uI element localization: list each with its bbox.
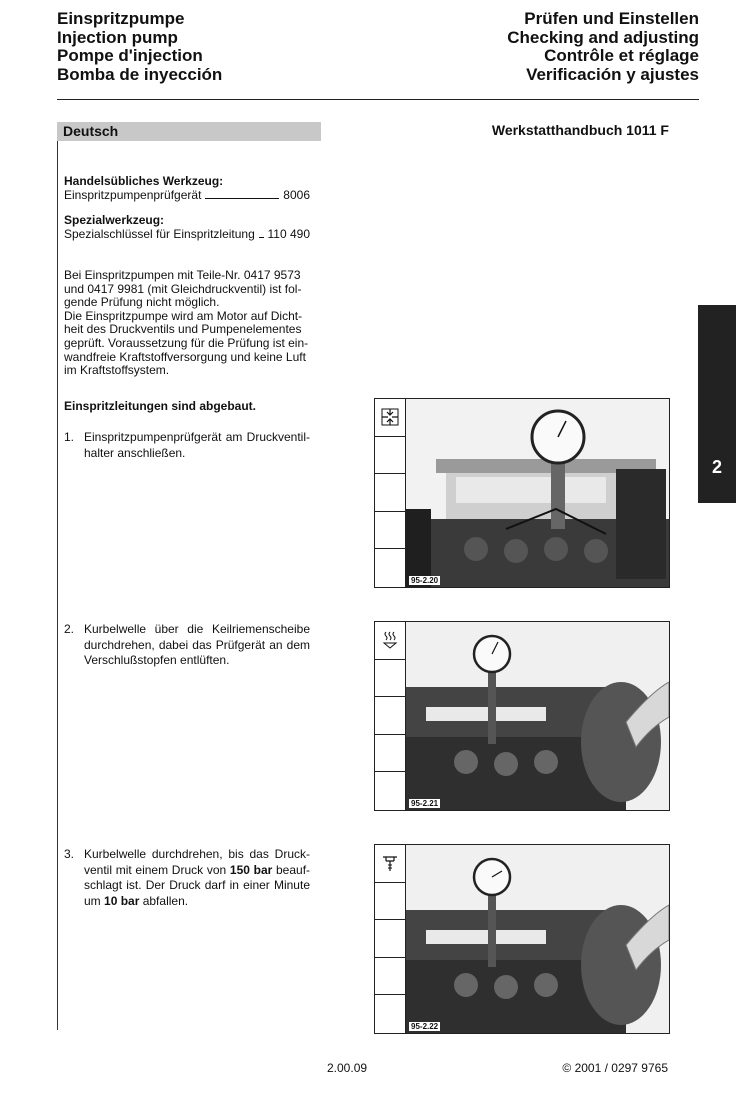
figure-3 (374, 844, 670, 1034)
photo-illustration (406, 845, 669, 1033)
special-tool-number: 110 490 (267, 226, 310, 241)
symbol-cell (375, 735, 405, 773)
symbol-cell (375, 549, 405, 587)
header-titles-left (57, 10, 222, 84)
commercial-tool-number: 8006 (283, 187, 310, 202)
language-label: Deutsch (63, 123, 119, 139)
symbol-cell (375, 437, 405, 475)
leader-line (205, 198, 279, 199)
figure-2 (374, 621, 670, 811)
page-number: 2.00.09 (327, 1061, 368, 1075)
symbol-column (375, 399, 406, 587)
symbol-cell (375, 958, 405, 996)
step-text-part: Kurbelwelle durchdrehen, bis das Druck-ventil mit einem Druck von (84, 847, 310, 877)
symbol-cell (375, 883, 405, 921)
header-rule (57, 99, 699, 100)
chapter-number: 2 (711, 457, 722, 477)
symbol-cell (375, 845, 405, 883)
commercial-tool-name: Einspritzpumpenprüfgerät (64, 187, 202, 202)
symbol-cell (375, 660, 405, 698)
pressure-drop-value: 10 bar (104, 893, 140, 908)
title-es: Bomba de inyección (57, 64, 223, 84)
special-tool-name: Spezialschlüssel für Einspritzleitung (64, 226, 255, 241)
intro-line: heit des Druckventils und Pumpenelementes (64, 322, 302, 337)
photo-illustration (406, 399, 669, 587)
intro-line: Bei Einspritzpumpen mit Teile-Nr. 0417 9573 (64, 268, 301, 282)
condition-note: Einspritzleitungen sind abgebaut. (64, 399, 257, 413)
step-text-part: beauf-schlagt ist. Der Druck darf in einer Minute um (84, 862, 311, 908)
symbol-cell (375, 399, 405, 437)
tools-section (64, 175, 310, 241)
intro-line: wandfreie Kraftstoffversorgung und keine Luft (64, 349, 306, 364)
intro-line: und 0417 9981 (mit Gleichdruckventil) ist fol- (64, 281, 302, 296)
commercial-tools-heading: Handelsübliches Werkzeug: (64, 174, 224, 188)
title-fr: Pompe d'injection (57, 46, 203, 65)
symbol-cell (375, 920, 405, 958)
step-text-part: abfallen. (139, 893, 189, 908)
title-de: Einspritzpumpe (57, 9, 185, 28)
figure-label: 95-2.21 (411, 799, 439, 808)
leader-line (259, 237, 264, 238)
symbol-cell (375, 697, 405, 735)
intro-paragraph (64, 269, 310, 378)
chapter-tab (698, 305, 736, 503)
symbol-cell (375, 512, 405, 550)
pressure-gauge-icon (380, 853, 400, 873)
step-1 (64, 430, 310, 461)
figure-1 (374, 398, 670, 588)
figure-label: 95-2.20 (411, 576, 439, 585)
venting-icon (380, 630, 400, 650)
step-text (84, 847, 310, 909)
figure-label: 95-2.22 (411, 1022, 439, 1031)
title-en: Injection pump (57, 27, 178, 47)
engine-photo (406, 622, 669, 810)
header-titles-right (507, 10, 699, 84)
left-margin-line (57, 141, 58, 1030)
step-text: Kurbelwelle über die Keilriemenscheibe durchdrehen, dabei das Prüfgerät an dem Verschlußstopfen entlüften. (84, 622, 310, 667)
symbol-cell (375, 622, 405, 660)
step-3 (64, 847, 310, 909)
subtitle-es: Verificación y ajustes (526, 64, 699, 84)
subtitle-fr: Contrôle et réglage (544, 46, 699, 65)
language-bar (57, 122, 321, 141)
subtitle-de: Prüfen und Einstellen (524, 9, 699, 28)
special-tools-heading: Spezialwerkzeug: (64, 213, 165, 228)
intro-line: geprüft. Voraussetzung für die Prüfung ist ein- (64, 335, 309, 350)
copyright: © 2001 / 0297 9765 (562, 1061, 668, 1075)
step-number: 3. (64, 847, 75, 861)
special-tool-row (64, 228, 310, 242)
step-2 (64, 622, 310, 669)
photo-illustration (406, 622, 669, 810)
intro-line: Die Einspritzpumpe wird am Motor auf Dicht- (64, 308, 303, 323)
symbol-cell (375, 772, 405, 810)
symbol-cell (375, 995, 405, 1033)
engine-photo (406, 845, 669, 1033)
assembly-icon (380, 407, 400, 427)
step-number: 2. (64, 622, 75, 636)
step-number: 1. (64, 430, 75, 444)
step-text: Einspritzpumpenprüfgerät am Druckventil-halter anschließen. (84, 430, 310, 460)
handbook-title: Werkstatthandbuch 1011 F (491, 122, 669, 138)
symbol-column (375, 622, 406, 810)
intro-line: im Kraftstoffsystem. (64, 363, 170, 378)
commercial-tool-row (64, 189, 310, 203)
symbol-column (375, 845, 406, 1033)
intro-line: gende Prüfung nicht möglich. (64, 295, 220, 310)
subtitle-en: Checking and adjusting (507, 27, 699, 47)
symbol-cell (375, 474, 405, 512)
engine-photo (406, 399, 669, 587)
pressure-value: 150 bar (229, 862, 273, 877)
